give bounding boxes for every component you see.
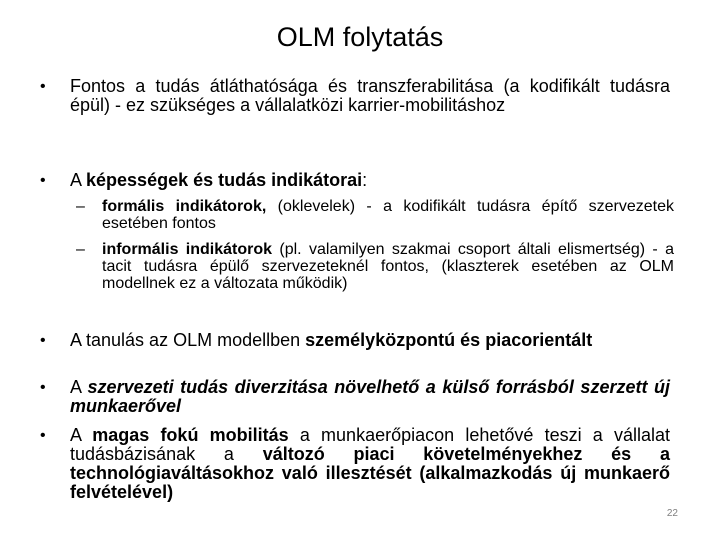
bullet-transferability-bold: Fontos a tudás átláthatósága és transzferabilitása [70, 76, 494, 96]
page-number: 22 [666, 508, 678, 519]
bullet-transferability [70, 77, 670, 115]
bullet-indicators-bold: képességek és tudás indikátorai [86, 170, 363, 190]
sub-formal-bold: formális indikátorok, [102, 198, 267, 215]
bullet-mobility-prefix: A [70, 425, 93, 445]
slide-title: OLM folytatás [276, 22, 444, 52]
sub-informal-bold: informális indikátorok [102, 241, 273, 258]
bullet-mobility-bold2: változó piaci követelményekhez és a technológiaváltásokhoz való illesztését (alkalmazkodás új munkaerő felvételével) [70, 444, 670, 502]
bullet-indicators-colon: : [362, 170, 368, 190]
bullet-mobility-bold1: magas fokú mobilitás [92, 425, 289, 445]
bullet-learning-text: A tanulás az OLM modellben [70, 330, 306, 350]
bullet-diversity [70, 378, 670, 416]
bullet-learning-bold: személyközpontú és piacorientált [305, 330, 593, 350]
bullet-mobility [70, 426, 670, 502]
dash-marker: – [76, 198, 85, 215]
bullet-transferability-text: (a kodifikált tudásra épül) - ez szükséges a vállalatközi karrier-mobilitáshoz [70, 76, 671, 115]
sub-informal-text: (pl. valamilyen szakmai csoport általi elismertség) - a tacit tudásra épülő szervezeteknél fontos, (klaszterek esetében az OLM modellnek ez a változata működik) [102, 241, 675, 292]
bullet-diversity-bold-italic: szervezeti tudás diverzitása növelhető a külső forrásból szerzett új munkaerővel [70, 377, 670, 416]
bullet-mobility-text: a munkaerőpiacon lehetővé teszi a vállalat tudásbázisának a [70, 425, 671, 464]
bullet-indicators [70, 171, 670, 190]
sub-informal-indicators [76, 241, 675, 292]
bullet-diversity-prefix: A [70, 377, 88, 397]
bullet-indicators-prefix: A [70, 170, 87, 190]
dash-marker: – [76, 241, 85, 258]
bullet-learning [70, 331, 670, 350]
sub-formal-text: (oklevelek) - a kodifikált tudásra építő szervezetek esetében fontos [102, 198, 674, 232]
sub-formal-indicators [76, 198, 674, 232]
